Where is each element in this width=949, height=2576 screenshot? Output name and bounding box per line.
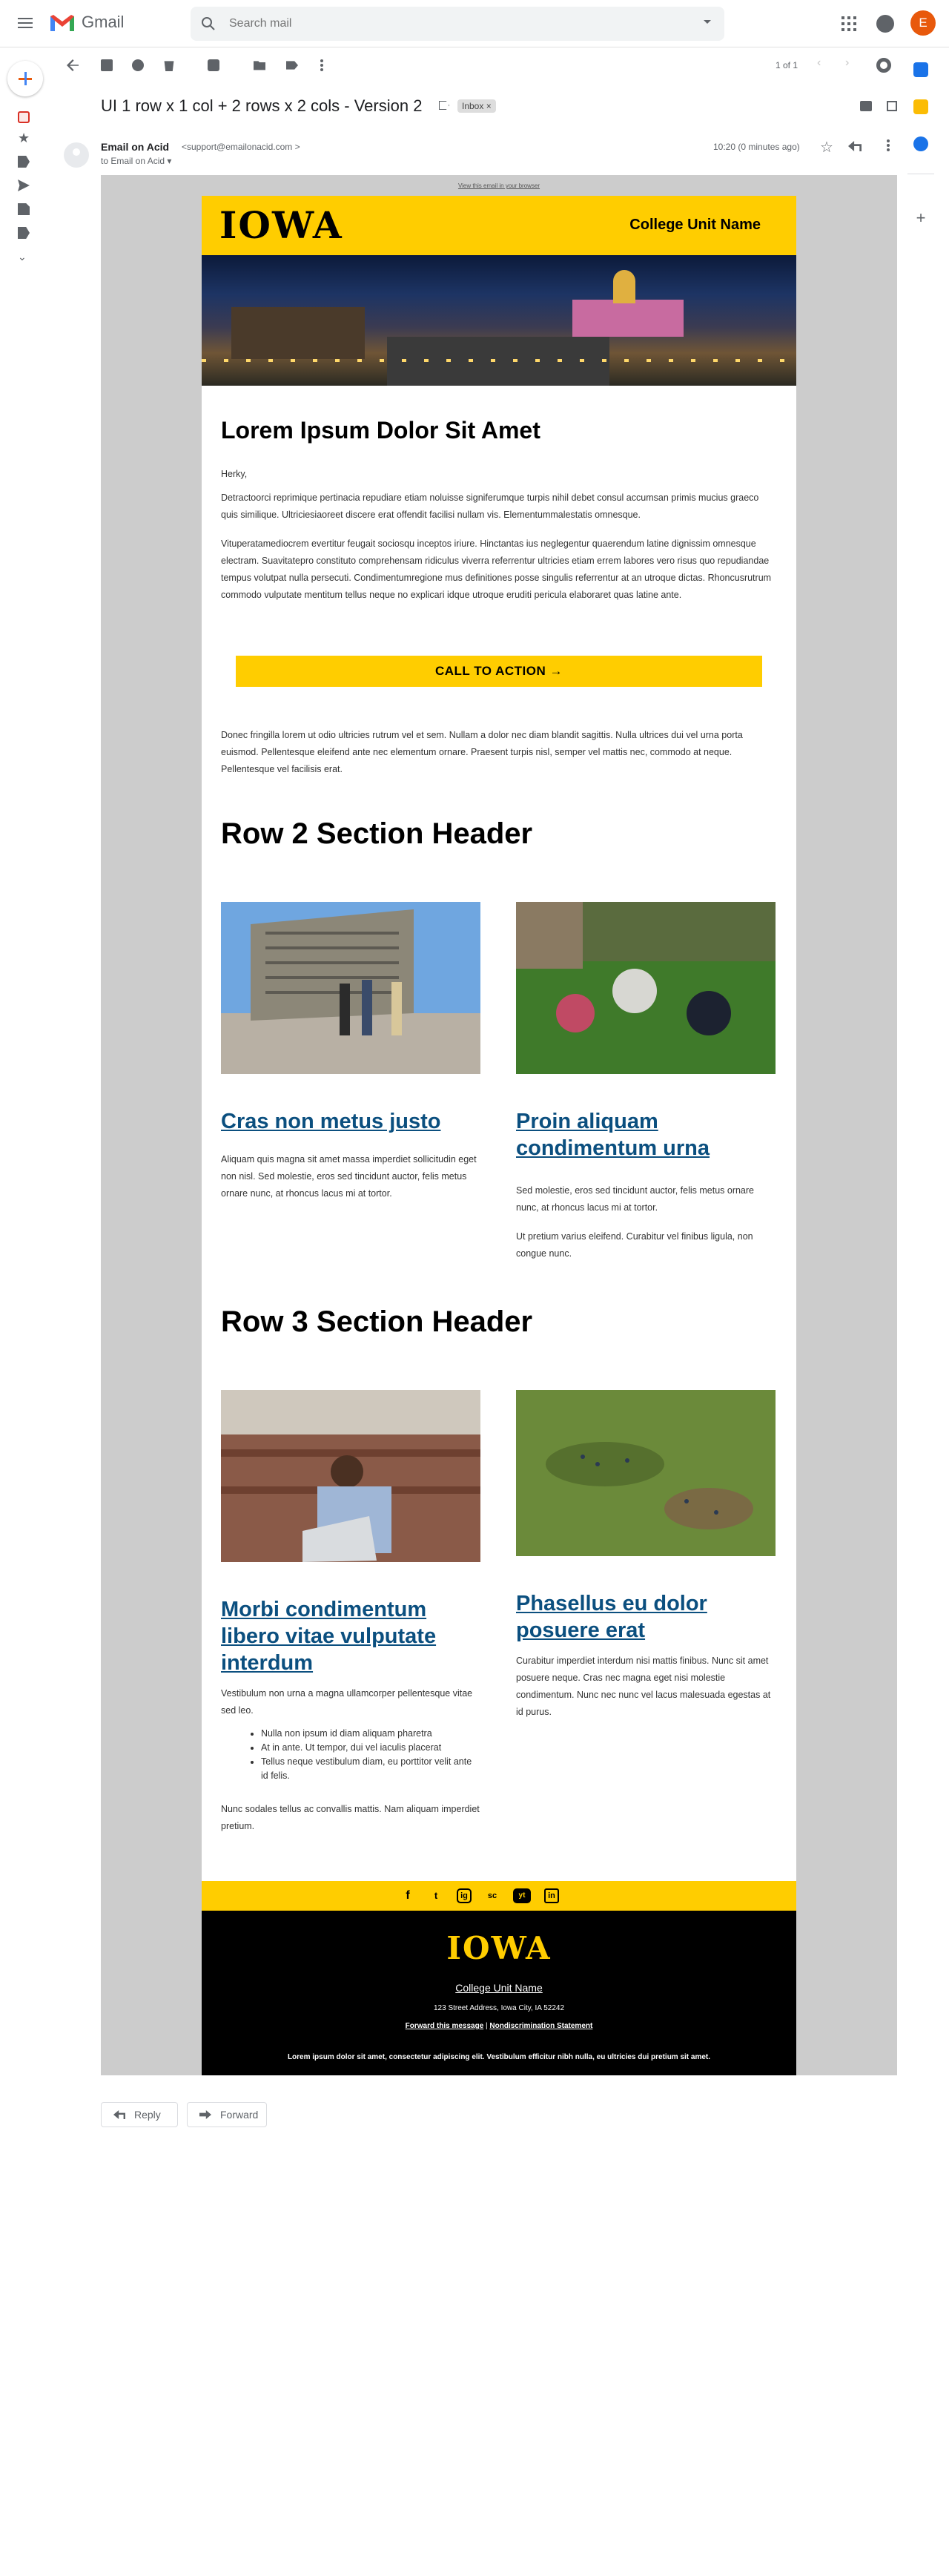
reply-icon[interactable] [848, 141, 862, 151]
more-options-icon[interactable] [320, 59, 323, 71]
greeting: Herky, [221, 469, 248, 479]
compose-button[interactable] [7, 61, 43, 96]
row2-header: Row 2 Section Header [221, 817, 533, 850]
college-unit-name: College Unit Name [629, 217, 761, 233]
inbox-label-chip[interactable]: Inbox × [457, 99, 496, 113]
search-icon[interactable] [201, 16, 216, 31]
footer-note: Lorem ipsum dolor sit amet, consectetur adipiscing elit. Vestibulum efficitur nibh nulla, eu ultricies dui pretium sit amet. [287, 2053, 711, 2061]
footer-links [202, 2022, 796, 2030]
row2-left-paragraph: Aliquam quis magna sit amet massa imperdiet sollicitudin eget non nisl. Sed molestie, eros sed tincidunt auctor, felis metus ornare nunc, at rhoncus lacus mi at tortor. [221, 1154, 477, 1199]
email-header [202, 196, 796, 255]
footer-unit-link[interactable]: College Unit Name [455, 1982, 543, 1994]
message-subject: UI 1 row x 1 col + 2 rows x 2 cols - Version 2 [101, 96, 423, 115]
forward-button[interactable]: Forward [187, 2102, 267, 2127]
apps-grid-icon[interactable] [840, 15, 858, 33]
footer-link-separator: | [483, 2022, 490, 2030]
row2-right-image-students-on-grass [516, 902, 776, 1074]
labels-icon[interactable] [286, 59, 298, 71]
message-time: 10:20 (0 minutes ago) [713, 142, 800, 152]
message-toolbar [59, 53, 897, 77]
row3-left-bullet-list [261, 1727, 476, 1783]
mark-unread-icon[interactable] [208, 59, 219, 71]
email-container [202, 196, 796, 2075]
gmail-m-icon [49, 12, 76, 33]
drafts-icon[interactable] [18, 203, 30, 215]
sender-avatar [64, 142, 89, 168]
search-input[interactable] [229, 16, 674, 32]
forward-message-link[interactable]: Forward this message [405, 2022, 484, 2030]
keep-icon[interactable] [913, 99, 928, 114]
reply-button[interactable]: Reply [101, 2102, 178, 2127]
row3-left-paragraph-1: Vestibulum non urna a magna ullamcorper pellentesque vitae sed leo. [221, 1688, 473, 1716]
starred-icon[interactable]: ★ [18, 131, 30, 145]
search-options-icon[interactable] [704, 20, 711, 24]
email-body-background [101, 175, 897, 2075]
previous-icon[interactable]: ‹ [817, 56, 821, 69]
back-icon[interactable] [67, 59, 79, 71]
social-bar [202, 1881, 796, 1911]
report-spam-icon[interactable] [132, 59, 144, 71]
list-item: • Nulla non ipsum id diam aliquam pharetra [261, 1727, 476, 1741]
snapchat-icon[interactable]: sc [487, 1891, 497, 1900]
row3-right-paragraph: Curabitur imperdiet interdum nisi mattis finibus. Nunc sit amet posuere neque. Cras nec magna eget nisi molestie condimentum. Nunc nec nunc vel lacus malesuada egestas at id purus. [516, 1656, 771, 1717]
view-in-browser-link[interactable]: View this email in your browser [457, 182, 540, 189]
print-icon[interactable] [860, 101, 872, 111]
row2-left-title-link[interactable]: Cras non metus justo [221, 1110, 441, 1133]
row1-title: Lorem Ipsum Dolor Sit Amet [221, 417, 540, 444]
search-bar[interactable] [191, 7, 724, 41]
inbox-icon[interactable] [18, 111, 30, 123]
pager-count: 1 of 1 [776, 60, 798, 70]
row2-right-title-link[interactable]: Proin aliquam condimentum urna [516, 1110, 710, 1160]
add-addon-icon[interactable]: + [916, 208, 926, 227]
twitter-icon[interactable]: t [434, 1890, 438, 1901]
sender-email: <support@emailonacid.com > [182, 142, 300, 152]
account-avatar[interactable]: E [910, 10, 936, 36]
main-menu-icon[interactable] [16, 15, 34, 33]
row3-left-paragraph-2: Nunc sodales tellus ac convallis mattis. Nam aliquam imperdiet pretium. [221, 1804, 480, 1831]
call-to-action-button[interactable]: CALL TO ACTION → [236, 656, 762, 687]
row1-paragraph-1: Detractoorci reprimique pertinacia repudiare etiam noluisse signiferumque turpis nihil debet consul accumsan primis mucius graeco quis similique. Ultriciesiaoreet discere erat offendit facilisi nullam vis. Elementummalestatis omnesque. [221, 493, 759, 520]
email-footer [202, 1911, 796, 2075]
app-name: Gmail [82, 13, 125, 31]
open-new-window-icon[interactable] [887, 101, 897, 111]
list-item: • At in ante. Ut tempor, dui vel iaculis placerat [261, 1741, 476, 1755]
tasks-icon[interactable] [913, 136, 928, 151]
hero-image-campus-night [202, 255, 796, 386]
top-bar [0, 0, 949, 47]
more-chevron-icon[interactable]: ⌄ [18, 251, 27, 263]
row3-left-title-link[interactable]: Morbi condimentum libero vitae vulputate interdum [221, 1598, 437, 1675]
sender-name: Email on Acid [101, 141, 170, 153]
row3-header: Row 3 Section Header [221, 1305, 533, 1338]
importance-marker-icon[interactable] [439, 101, 449, 110]
youtube-icon[interactable]: yt [513, 1888, 531, 1903]
list-item: • Tellus neque vestibulum diam, eu porttitor velit ante id felis. [261, 1755, 476, 1783]
move-to-icon[interactable] [254, 59, 265, 71]
notifications-icon[interactable] [876, 15, 894, 33]
message-more-icon[interactable] [887, 139, 890, 153]
footer-address: 123 Street Address, Iowa City, IA 52242 [433, 2004, 565, 2012]
row3-right-title-link[interactable]: Phasellus eu dolor posuere erat [516, 1592, 707, 1642]
star-icon[interactable]: ☆ [820, 139, 833, 156]
next-icon[interactable]: › [845, 56, 850, 69]
nondiscrimination-link[interactable]: Nondiscrimination Statement [489, 2022, 593, 2030]
settings-gear-icon[interactable] [876, 58, 891, 73]
delete-icon[interactable] [163, 59, 175, 71]
facebook-icon[interactable]: f [406, 1889, 410, 1902]
row2-left-image-students-walking [221, 902, 480, 1074]
archive-icon[interactable] [101, 59, 113, 71]
linkedin-icon[interactable]: in [544, 1888, 559, 1903]
calendar-icon[interactable] [913, 62, 928, 77]
iowa-logo[interactable]: IOWA [219, 203, 343, 247]
instagram-icon[interactable]: ig [457, 1888, 472, 1903]
row2-right-paragraph-2: Ut pretium varius eleifend. Curabitur vel finibus ligula, non congue nunc. [516, 1231, 753, 1259]
row1-paragraph-2: Vituperatamediocrem evertitur feugait sociosqu inceptos iriure. Hinctantas ius neglegentur quaerendum latine dignissim omnesque electram. Suavitatepro constituto comprehensam ridiculus viverra referrentur ultricies etiam errem labores vero risus quo repudiandae tempus volutpat nulla persecuti. Condimentumregione mus definitiones posse singulis referrentur at an utroque dictas. Rhoncusrutrum commodo vulputate mentitum tellus neque no explicari idque utroque eruditi pericula elaboraret quas latine ante. [221, 538, 772, 600]
footer-iowa-logo[interactable]: IOWA [446, 1930, 552, 1966]
row1-paragraph-3: Donec fringilla lorem ut odio ultricies rutrum vel et sem. Nullam a dolor nec diam blandit sagittis. Nulla ultrices dui vel urna porta euismod. Pellentesque eleifend ante nec elementum ornare. Praesent turpis nisl, semper vel mattis nec, commodo at neque. Pellentesque vel facilisis erat. [221, 730, 743, 774]
row3-left-image-student-laptop [221, 1390, 480, 1562]
row2-right-paragraph-1: Sed molestie, eros sed tincidunt auctor, felis metus ornare nunc, at rhoncus lacus mi at tortor. [516, 1185, 754, 1213]
row3-right-image-aerial-field [516, 1390, 776, 1556]
sent-icon[interactable] [18, 179, 30, 191]
recipient-details[interactable]: to Email on Acid ▾ [101, 156, 172, 166]
gmail-logo[interactable] [49, 12, 124, 33]
snoozed-icon[interactable] [18, 156, 30, 168]
label-icon[interactable] [18, 227, 30, 239]
